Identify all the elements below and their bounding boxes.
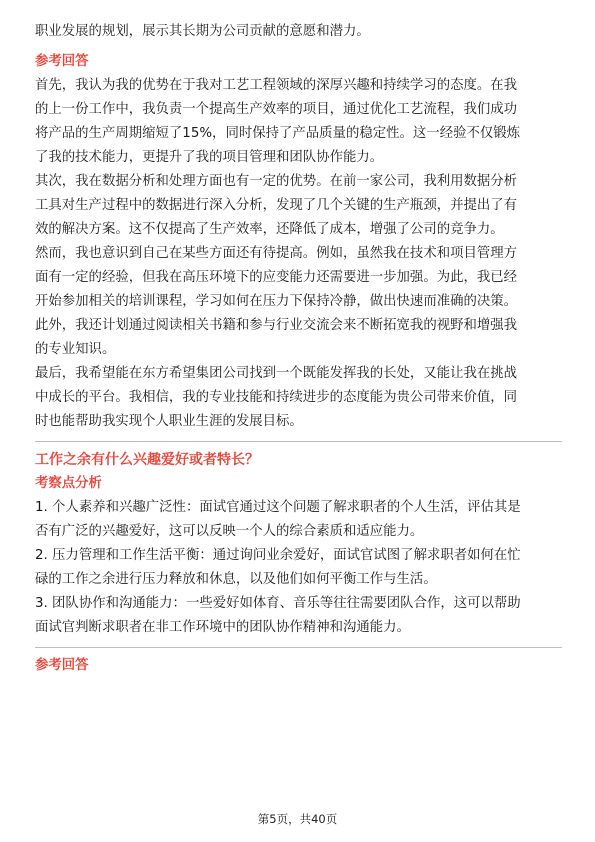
answer-text-line: 中成长的平台。我相信，我的专业技能和持续进步的态度能为贵公司带来价值，同 [35,390,518,405]
answer-text-line: 开始参加相关的培训课程，学习如何在压力下保持冷静，做出快速而准确的决策。 [35,294,518,309]
answer-text-line: 了我的技术能力，更提升了我的项目管理和团队协作能力。 [35,150,384,165]
answer-divider [35,647,562,648]
intro-line: 职业发展的规划，展示其长期为公司贡献的意愿和潜力。 [35,24,370,39]
answer-text-line: 将产品的生产周期缩短了15%，同时保持了产品质量的稳定性。这一经验不仅锻炼 [35,126,521,141]
answer-text-line: 时也能帮助我实现个人职业生涯的发展目标。 [35,414,303,429]
answer-text-line: 然而，我也意识到自己在某些方面还有待提高。例如，虽然我在技术和项目管理方 [35,246,518,261]
answer-text-line: 面有一定的经验，但我在高压环境下的应变能力还需要进一步加强。为此，我已经 [35,270,518,285]
answer-text-line: 其次，我在数据分析和处理方面也有一定的优势。在前一家公司，我利用数据分析 [35,174,518,189]
reference-answer-label: 参考回答 [35,54,89,69]
reference-answer-body [35,74,562,434]
second-answer-label: 参考回答 [35,658,89,673]
answer-text-line: 效的解决方案。这不仅提高了生产效率，还降低了成本，增强了公司的竞争力。 [35,222,504,237]
answer-text-line: 最后，我希望能在东方希望集团公司找到一个既能发挥我的长处，又能让我在挑战 [35,366,518,381]
analysis-text-line: 否有广泛的兴趣爱好，这可以反映一个人的综合素质和适应能力。 [35,524,424,539]
analysis-text-line: 3. 团队协作和沟通能力：一些爱好如体育、音乐等往往需要团队合作，这可以帮助 [35,596,521,611]
analysis-body [35,496,562,640]
answer-text-line: 的专业知识。 [35,342,116,357]
analysis-text-line: 面试官判断求职者在非工作环境中的团队协作精神和沟通能力。 [35,620,410,635]
analysis-text-line: 2. 压力管理和工作生活平衡：通过询问业余爱好，面试官试图了解求职者如何在忙 [35,548,521,563]
question-title: 工作之余有什么兴趣爱好或者特长？ [35,452,259,468]
page-content [35,20,562,678]
answer-text-line: 此外，我还计划通过阅读相关书籍和参与行业交流会来不断拓宽我的视野和增强我 [35,318,518,333]
answer-text-line: 的上一份工作中，我负责一个提高生产效率的项目，通过优化工艺流程，我们成功 [35,102,518,117]
analysis-text-line: 碌的工作之余进行压力释放和休息，以及他们如何平衡工作与生活。 [35,572,437,587]
section-divider [35,441,562,442]
answer-text-line: 工具对生产过程中的数据进行深入分析，发现了几个关键的生产瓶颈，并提出了有 [35,198,518,213]
analysis-text-line: 1. 个人素养和兴趣广泛性：面试官通过这个问题了解求职者的个人生活，评估其是 [35,500,521,515]
answer-text-line: 首先，我认为我的优势在于我对工艺工程领域的深厚兴趣和持续学习的态度。在我 [35,78,518,93]
analysis-label: 考察点分析 [35,476,102,491]
page-footer: 第5页，共40页 [257,812,338,826]
